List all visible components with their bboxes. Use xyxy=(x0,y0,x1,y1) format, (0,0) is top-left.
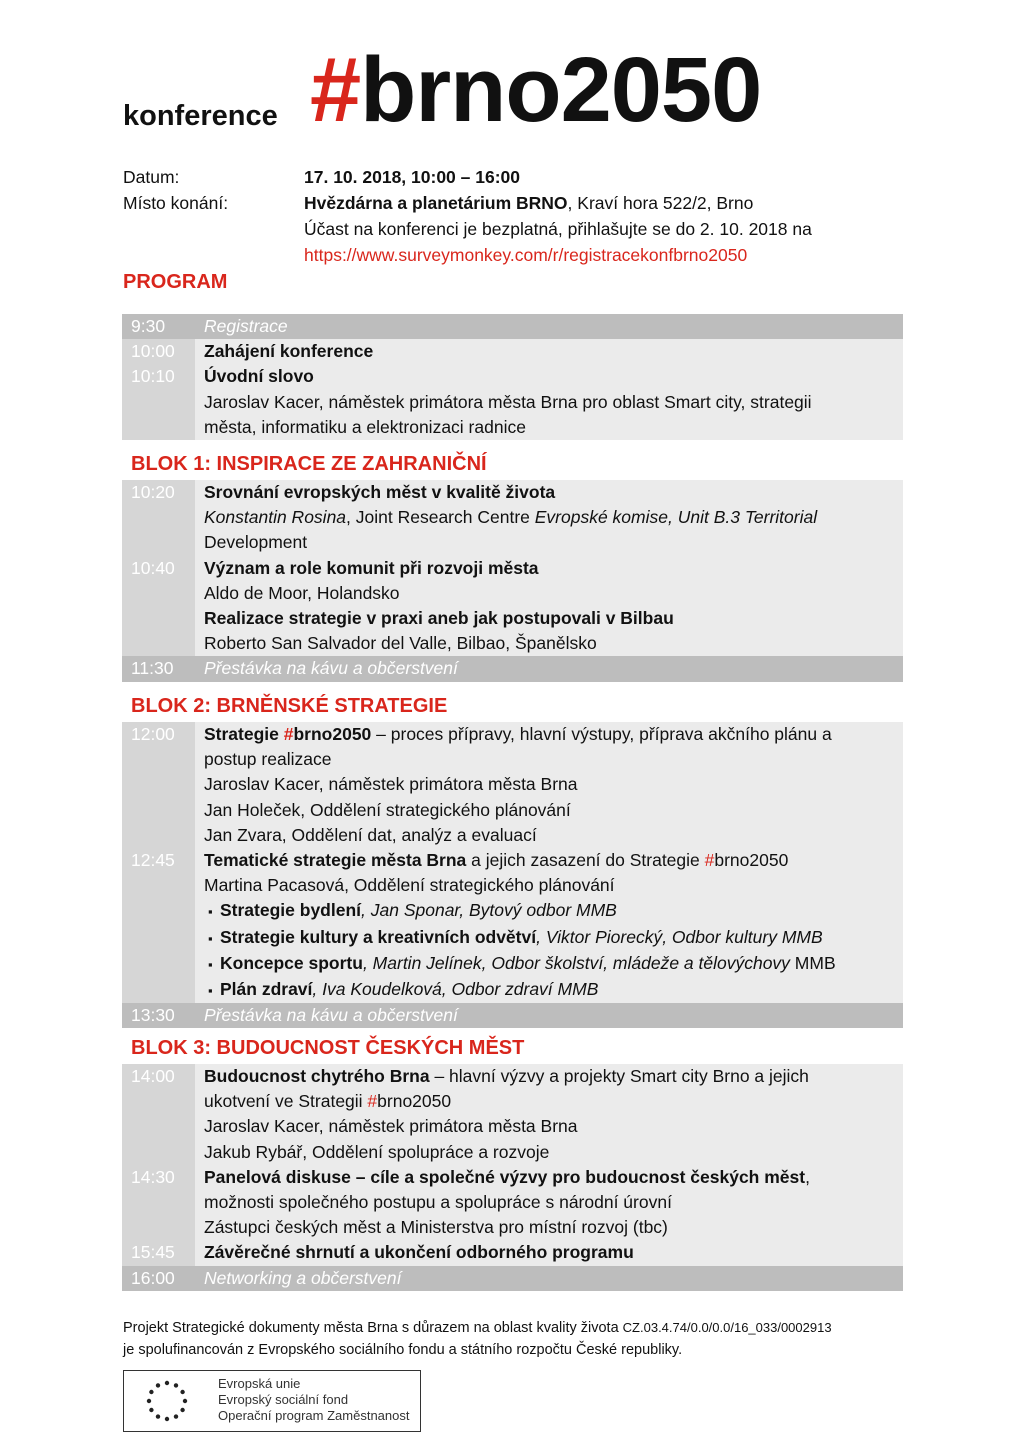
table-row: Jan Holeček, Oddělení strategického plánování xyxy=(122,798,903,823)
table-row: ukotvení ve Strategii #brno2050 xyxy=(122,1089,903,1114)
table-row: Zástupci českých měst a Ministerstva pro místní rozvoj (tbc) xyxy=(122,1215,903,1240)
table-row: postup realizace xyxy=(122,747,903,772)
block-3-title: BLOK 3: BUDOUCNOST ČESKÝCH MĚST xyxy=(131,1037,525,1059)
list-item: ▪ Koncepce sportu, Martin Jelínek, Odbor školství, mládeže a tělovýchovy MMB xyxy=(122,951,903,977)
table-row: Jaroslav Kacer, náměstek primátora města Brna xyxy=(122,1114,903,1139)
table-row: 10:10 Úvodní slovo xyxy=(122,364,903,389)
program-heading: PROGRAM xyxy=(123,271,228,293)
list-item: ▪ Strategie bydlení, Jan Sponar, Bytový odbor MMB xyxy=(122,898,903,924)
registration-note: Účast na konferenci je bezplatná, přihlašujte se do 2. 10. 2018 na xyxy=(304,218,812,239)
funding-note: Projekt Strategické dokumenty města Brna s důrazem na oblast kvality života CZ.03.4.74/0.0/0.0/16_033/0002913 je spolufinancován z Evropského sociálního fondu a státního rozpočtu České republiky. xyxy=(123,1320,832,1358)
table-row: Jan Zvara, Oddělení dat, analýz a evaluací xyxy=(122,823,903,848)
break-row: 16:00 Networking a občerstvení xyxy=(122,1266,903,1291)
table-row: 10:40 Význam a role komunit při rozvoji města xyxy=(122,556,903,581)
place-label: Místo konání: xyxy=(123,192,229,213)
event-info xyxy=(123,164,903,268)
table-row: 15:45 Závěrečné shrnutí a ukončení odborného programu xyxy=(122,1240,903,1265)
list-item: ▪ Strategie kultury a kreativních odvětví, Viktor Piorecký, Odbor kultury MMB xyxy=(122,925,903,951)
table-row: Jaroslav Kacer, náměstek primátora města Brna xyxy=(122,772,903,797)
place-address: , Kraví hora 522/2, Brno xyxy=(567,192,754,213)
title-prefix: konference xyxy=(123,100,278,132)
table-row: Martina Pacasová, Oddělení strategického plánování xyxy=(122,873,903,898)
table-row: 10:00 Zahájení konference xyxy=(122,339,903,364)
block-3-schedule xyxy=(122,1064,903,1291)
table-row: Konstantin Rosina, Joint Research Centre Evropské komise, Unit B.3 Territorial xyxy=(122,505,903,530)
table-row: možnosti společného postupu a spolupráce s národní úrovní xyxy=(122,1190,903,1215)
block-1-title: BLOK 1: INSPIRACE ZE ZAHRANIČNÍ xyxy=(131,453,487,475)
table-row: Jaroslav Kacer, náměstek primátora města Brna pro oblast Smart city, strategii xyxy=(122,390,903,415)
eu-logo-text: Evropská unie Evropský sociální fond Operační program Zaměstnanost xyxy=(218,1376,410,1423)
block-1-schedule xyxy=(122,480,903,682)
list-item: ▪ Plán zdraví, Iva Koudelková, Odbor zdraví MMB xyxy=(122,977,903,1003)
title-hashtag: #brno2050 xyxy=(310,39,762,141)
table-row: 14:30 Panelová diskuse – cíle a společné výzvy pro budoucnost českých měst, xyxy=(122,1165,903,1190)
block-2-title: BLOK 2: BRNĚNSKÉ STRATEGIE xyxy=(131,695,448,717)
place-name: Hvězdárna a planetárium BRNO xyxy=(304,192,568,213)
block-2-schedule xyxy=(122,722,903,1028)
table-row: Realizace strategie v praxi aneb jak postupovali v Bilbau xyxy=(122,606,903,631)
table-row: Development xyxy=(122,530,903,555)
date-label: Datum: xyxy=(123,166,180,187)
table-row: města, informatiku a elektronizaci radnice xyxy=(122,415,903,440)
table-row: 12:45 Tematické strategie města Brna a jejich zasazení do Strategie #brno2050 xyxy=(122,848,903,873)
registration-link[interactable]: https://www.surveymonkey.com/r/registracekonfbrno2050 xyxy=(304,244,748,265)
break-row: 13:30 Přestávka na kávu a občerstvení xyxy=(122,1003,903,1028)
table-row: Roberto San Salvador del Valle, Bilbao, Španělsko xyxy=(122,631,903,656)
break-row: 11:30 Přestávka na kávu a občerstvení xyxy=(122,656,903,681)
opening-schedule xyxy=(122,314,903,440)
eu-logo xyxy=(123,1370,421,1432)
date-value: 17. 10. 2018, 10:00 – 16:00 xyxy=(304,166,521,187)
table-row: Jakub Rybář, Oddělení spolupráce a rozvoje xyxy=(122,1140,903,1165)
table-row: 14:00 Budoucnost chytrého Brna – hlavní výzvy a projekty Smart city Brno a jejich xyxy=(122,1064,903,1089)
table-row: 12:00 Strategie #brno2050 – proces přípravy, hlavní výstupy, příprava akčního plánu a xyxy=(122,722,903,747)
table-row: Aldo de Moor, Holandsko xyxy=(122,581,903,606)
table-row: 9:30 Registrace xyxy=(122,314,903,339)
table-row: 10:20 Srovnání evropských měst v kvalitě života xyxy=(122,480,903,505)
eu-stars-icon xyxy=(124,1371,210,1431)
